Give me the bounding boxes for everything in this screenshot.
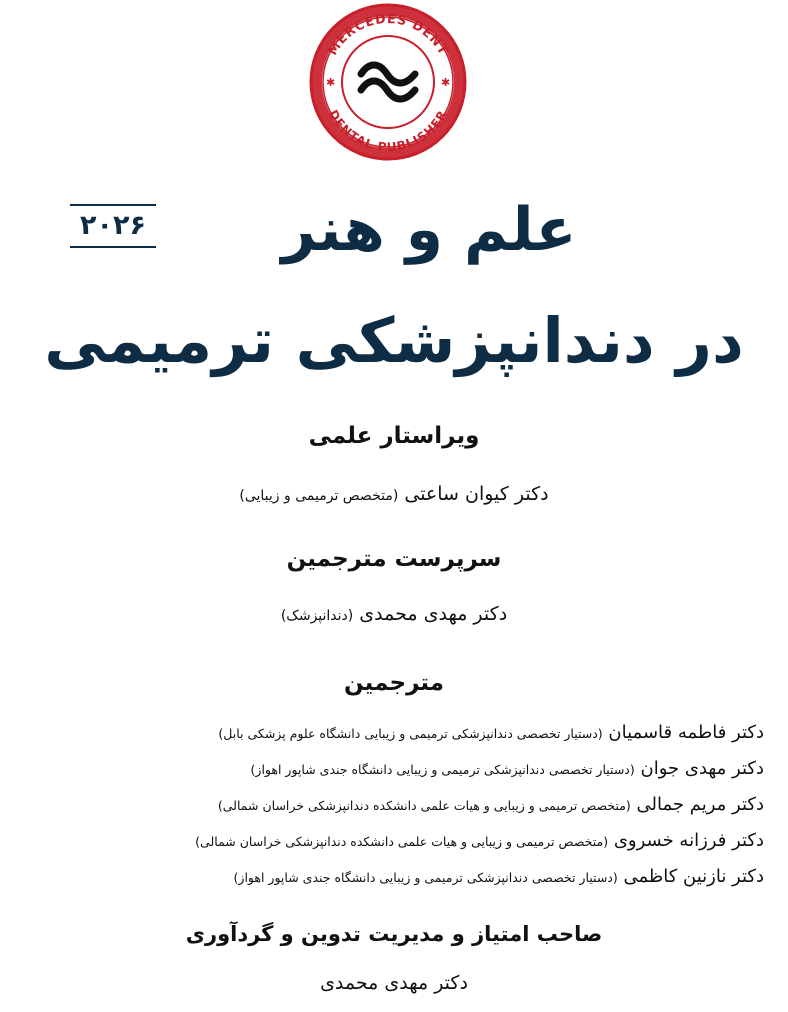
translator-row [8, 751, 764, 787]
logo-top-text: MERCEDES DENT [324, 10, 452, 58]
translator-name: دکتر نازنین کاظمی [623, 866, 764, 887]
logo-bottom-text: DENTAL PUBLISHER [325, 107, 451, 155]
logo-star-left-icon: ✱ [326, 76, 336, 89]
translator-name: دکتر مهدی جوان [640, 758, 764, 779]
publisher-heading: صاحب امتیاز و مدیریت تدوین و گردآوری [185, 922, 603, 946]
translators-list [8, 715, 764, 895]
translators-heading: مترجمین [343, 670, 445, 696]
translator-desc: (دستیار تخصصی دندانپزشکی ترمیمی و زیبایی دانشگاه علوم پزشکی بابل) [218, 726, 603, 741]
scientific-editor-line [0, 483, 788, 505]
scientific-editor-heading: ویراستار علمی [308, 423, 480, 449]
translator-desc: (دستیار تخصصی دندانپزشکی ترمیمی و زیبایی دانشگاه جندی شاپور اهواز) [233, 870, 618, 885]
publisher-logo-stamp [299, 2, 477, 162]
translator-row [8, 823, 764, 859]
scientific-editor-name: دکتر کیوان ساعتی [404, 483, 549, 505]
publisher-name: دکتر مهدی محمدی [320, 972, 468, 994]
logo-wave-icon [361, 65, 415, 99]
chief-translator-line [0, 603, 788, 625]
translator-row [8, 859, 764, 895]
translator-row [8, 787, 764, 823]
chief-translator-desc: (دندانپزشک) [280, 608, 354, 624]
translator-row [8, 715, 764, 751]
translator-desc: (متخصص ترمیمی و زیبایی و هیات علمی دانشکده دندانپزشکی خراسان شمالی) [217, 798, 631, 813]
chief-translator-heading: سرپرست مترجمین [286, 546, 502, 572]
translator-desc: (دستیار تخصصی دندانپزشکی ترمیمی و زیبایی دانشگاه جندی شاپور اهواز) [250, 762, 635, 777]
book-title-line-1: علم و هنر [281, 195, 577, 265]
edition-year: ۲۰۲۶ [70, 204, 156, 248]
translator-name: دکتر فرزانه خسروی [613, 830, 764, 851]
scientific-editor-desc: (متخصص ترمیمی و زیبایی) [239, 488, 399, 504]
translator-name: دکتر فاطمه قاسمیان [608, 722, 764, 743]
book-title-line-2: در دندانپزشکی ترمیمی [44, 304, 744, 377]
logo-star-right-icon: ✱ [441, 76, 451, 89]
translator-desc: (متخصص ترمیمی و زیبایی و هیات علمی دانشکده دندانپزشکی خراسان شمالی) [195, 834, 609, 849]
chief-translator-name: دکتر مهدی محمدی [359, 603, 508, 625]
translator-name: دکتر مریم جمالی [636, 794, 764, 815]
